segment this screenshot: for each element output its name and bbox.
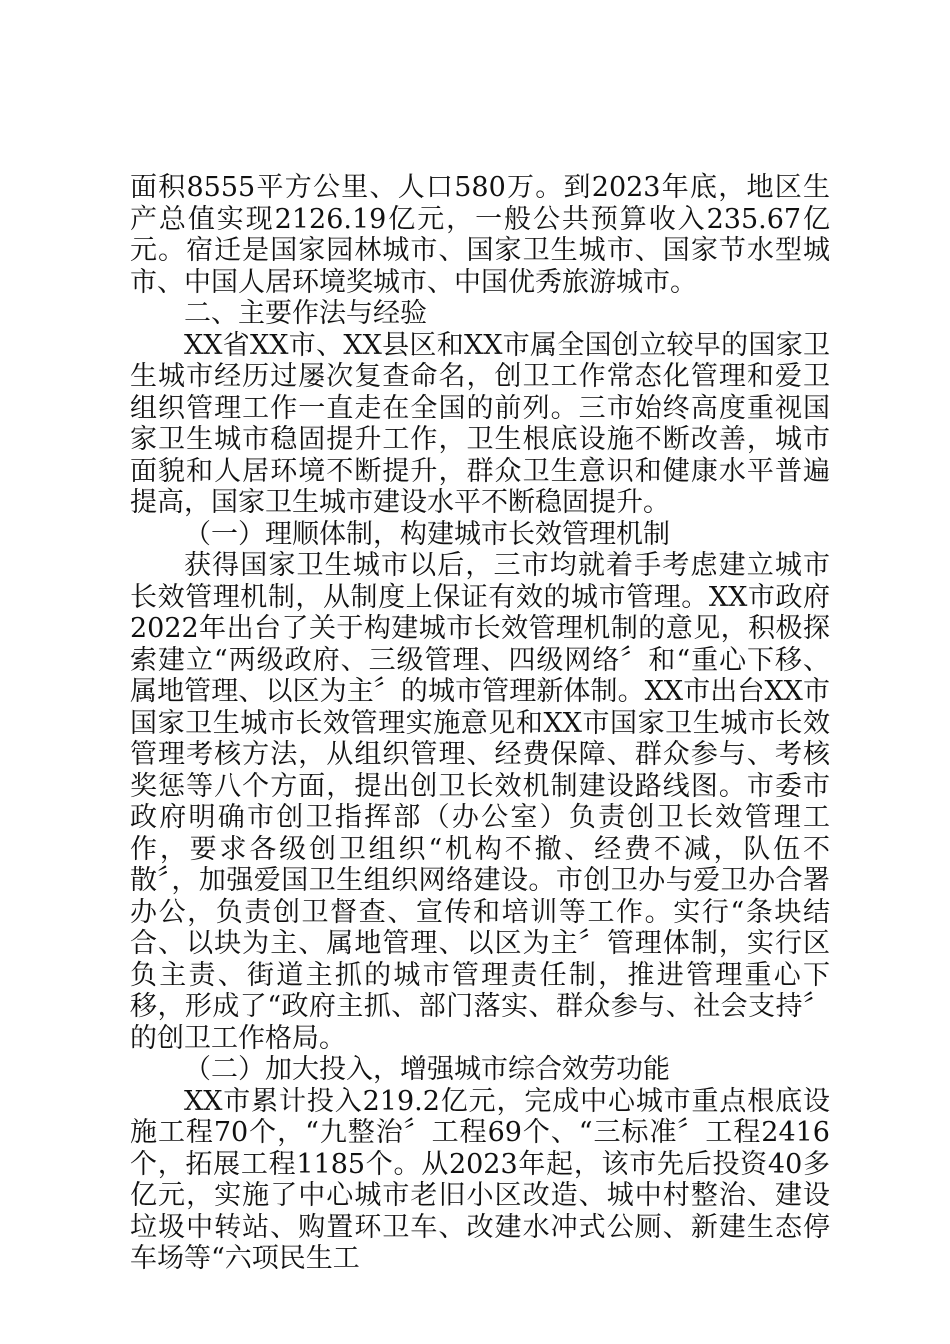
section-overview-paragraph: XX省XX市、XX县区和XX市属全国创立较早的国家卫生城市经历过屡次复查命名，创卫工作常态化管理和爱卫组织管理工作一直走在全国的前列。三市始终高度重视国家卫生城市稳固提升工作，卫生根底设施不断改善，城市面貌和人居环境不断提升，群众卫生意识和健康水平普遍提高，国家卫生城市建设水平不断稳固提升。 [130, 329, 830, 518]
intro-continued-paragraph: 面积8555平方公里、人口580万。到2023年底，地区生产总值实现2126.19亿元，一般公共预算收入235.67亿元。宿迁是国家园林城市、国家卫生城市、国家节水型城市、中国人居环境奖城市、中国优秀旅游城市。 [130, 172, 830, 298]
subsection-heading-2: （二）加大投入，增强城市综合效劳功能 [184, 1054, 670, 1085]
subsection-2-paragraph: XX市累计投入219.2亿元，完成中心城市重点根底设施工程70个，“九整治〞工程69个、“三标准〞工程2416个，拓展工程1185个。从2023年起，该市先后投资40多亿元，实施了中心城市老旧小区改造、城中村整治、建设垃圾中转站、购置环卫车、改建水冲式公厕、新建生态停车场等“六项民生工 [130, 1085, 830, 1274]
document-body [130, 172, 830, 1275]
subsection-1-paragraph: 获得国家卫生城市以后，三市均就着手考虑建立城市长效管理机制，从制度上保证有效的城市管理。XX市政府2022年出台了关于构建城市长效管理机制的意见，积极探索建立“两级政府、三级管理、四级网络〞和“重心下移、属地管理、以区为主〞的城市管理新体制。XX市出台XX市国家卫生城市长效管理实施意见和XX市国家卫生城市长效管理考核方法，从组织管理、经费保障、群众参与、考核奖惩等八个方面，提出创卫长效机制建设路线图。市委市政府明确市创卫指挥部（办公室）负责创卫长效管理工作，要求各级创卫组织“机构不撤、经费不减，队伍不散〞，加强爱国卫生组织网络建设。市创卫办与爱卫办合署办公，负责创卫督查、宣传和培训等工作。实行“条块结合、以块为主、属地管理、以区为主〞管理体制，实行区负主责、街道主抓的城市管理责任制，推进管理重心下移，形成了“政府主抓、部门落实、群众参与、社会支持〞的创卫工作格局。 [130, 550, 830, 1054]
section-heading-main-practices: 二、主要作法与经验 [184, 298, 427, 329]
subsection-heading-1: （一）理顺体制，构建城市长效管理机制 [184, 518, 670, 550]
